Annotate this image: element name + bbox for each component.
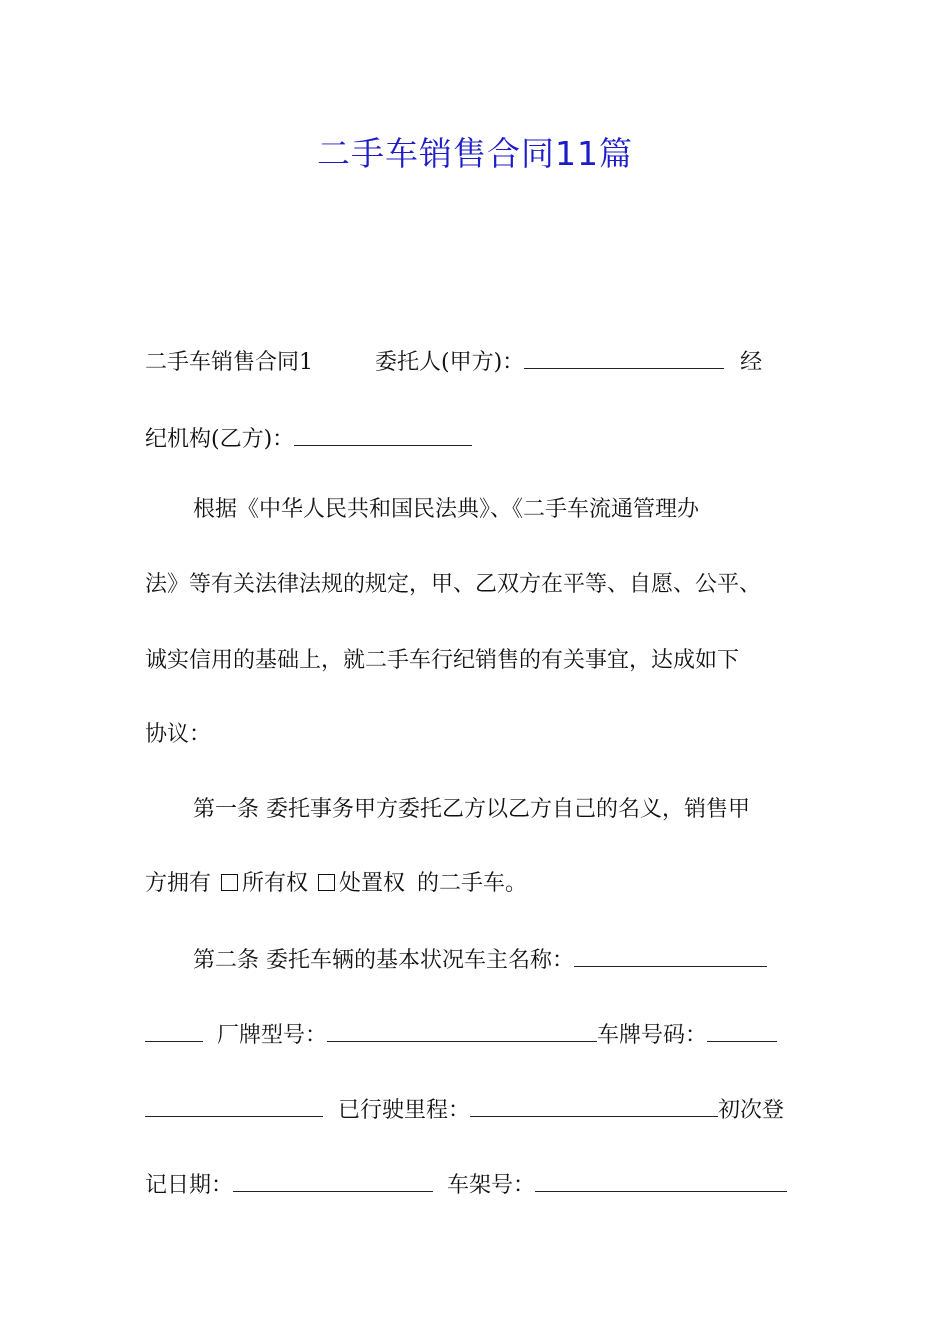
article-2-line-1: [193, 944, 810, 976]
mileage-blank: [470, 1094, 718, 1117]
paragraph-line-5: 诚实信用的基础上，就二手车行纪销售的有关事宜，达成如下: [145, 648, 740, 673]
article-1-line-1: 第一条 委托事务甲方委托乙方以乙方自己的名义，销售甲: [193, 797, 750, 822]
document-title: 二手车销售合同11篇: [317, 134, 633, 173]
plate-blank: [707, 1019, 777, 1042]
owner-name-blank: [574, 944, 767, 967]
paragraph-line-1: [145, 346, 810, 378]
disposal-label: 处置权: [339, 871, 406, 896]
vin-blank: [535, 1169, 787, 1192]
ownership-label: 所有权: [242, 871, 309, 896]
agency-label-start: 经: [740, 350, 763, 375]
used-car-label: 的二手车。: [417, 871, 528, 896]
owns-label: 方拥有: [145, 871, 212, 896]
paragraph-line-4: 法》等有关法律法规的规定，甲、乙双方在平等、自愿、公平、: [145, 572, 762, 597]
owner-name-blank-cont: [145, 1019, 203, 1042]
article-2-line-2: [145, 1019, 810, 1051]
paragraph-line-3: 根据《中华人民共和国民法典》、《二手车流通管理办: [193, 497, 700, 522]
model-label: 厂牌型号：: [217, 1023, 328, 1048]
plate-blank-cont: [145, 1094, 323, 1117]
model-blank: [327, 1019, 597, 1042]
article-2-line-3: [145, 1094, 810, 1126]
contract-heading: 二手车销售合同1: [145, 350, 313, 375]
paragraph-line-2: [145, 423, 810, 455]
owner-name-label: 第二条 委托车辆的基本状况车主名称：: [193, 948, 574, 973]
ownership-checkbox[interactable]: [221, 874, 238, 891]
party-a-blank: [524, 346, 724, 369]
registration-date-label: 记日期：: [145, 1173, 234, 1198]
disposal-checkbox[interactable]: [318, 874, 335, 891]
vin-label: 车架号：: [447, 1173, 536, 1198]
paragraph-line-6: 协议：: [145, 722, 212, 747]
mileage-label: 已行驶里程：: [338, 1098, 471, 1123]
registration-date-blank: [233, 1169, 433, 1192]
party-a-label: 委托人(甲方)：: [375, 350, 525, 375]
party-b-blank: [294, 423, 472, 446]
registration-label-start: 初次登: [718, 1098, 785, 1123]
article-2-line-4: [145, 1169, 810, 1201]
plate-label: 车牌号码：: [597, 1023, 708, 1048]
article-1-line-2: [145, 869, 810, 899]
party-b-label: 纪机构(乙方)：: [145, 427, 295, 452]
